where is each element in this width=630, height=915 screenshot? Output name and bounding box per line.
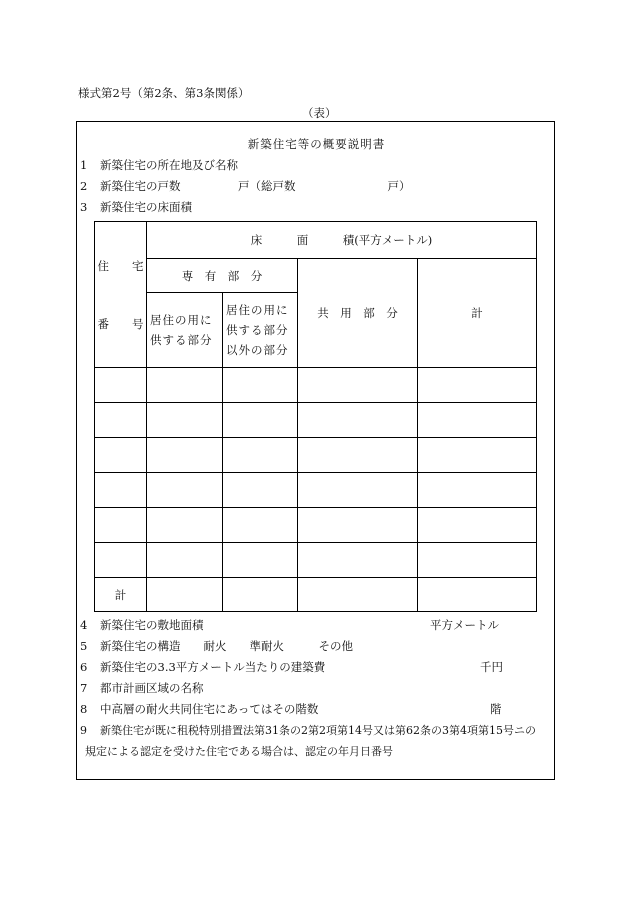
total-row	[95, 578, 537, 612]
item-8: 8 中高層の耐火共同住宅にあってはその階数 階	[80, 702, 502, 716]
table-row	[95, 473, 537, 508]
floor-area-table	[94, 221, 537, 612]
item-3: 3 新築住宅の床面積	[80, 200, 192, 214]
floor-area-header: 床 面 積(平方メートル)	[147, 222, 537, 259]
item-9-continued: 規定による認定を受けた住宅である場合は、認定の年月日番号	[85, 745, 393, 758]
total-col-header: 計	[418, 259, 537, 368]
form-frame	[76, 121, 555, 780]
residential-part-header: 居住の用に 供する部分	[147, 293, 223, 368]
item-2: 2 新築住宅の戸数 戸（総戸数 戸）	[80, 179, 411, 193]
house-number-header: 住 宅 番 号	[95, 222, 147, 368]
item-4: 4 新築住宅の敷地面積 平方メートル	[80, 618, 499, 632]
table-row	[95, 438, 537, 473]
exclusive-part-header: 専 有 部 分	[147, 259, 298, 293]
common-part-header: 共 用 部 分	[298, 259, 418, 368]
total-row-label: 計	[95, 578, 147, 612]
item-5: 5 新築住宅の構造 耐火 準耐火 その他	[80, 639, 353, 653]
form-number-caption: 様式第2号（第2条、第3条関係）	[78, 86, 250, 100]
table-row	[95, 403, 537, 438]
table-row	[95, 508, 537, 543]
side-caption: （表）	[302, 106, 337, 120]
non-residential-part-header: 居住の用に 供する部分 以外の部分	[223, 293, 298, 368]
item-7: 7 都市計画区域の名称	[80, 681, 204, 695]
document-title: 新築住宅等の概要説明書	[247, 137, 386, 151]
item-1: 1 新築住宅の所在地及び名称	[80, 158, 238, 172]
item-6: 6 新築住宅の3.3平方メートル当たりの建築費 千円	[80, 660, 503, 674]
item-9: 9 新築住宅が既に租税特別措置法第31条の2第2項第14号又は第62条の3第4項第15号ニの	[80, 724, 536, 737]
table-row	[95, 543, 537, 578]
table-row	[95, 368, 537, 403]
